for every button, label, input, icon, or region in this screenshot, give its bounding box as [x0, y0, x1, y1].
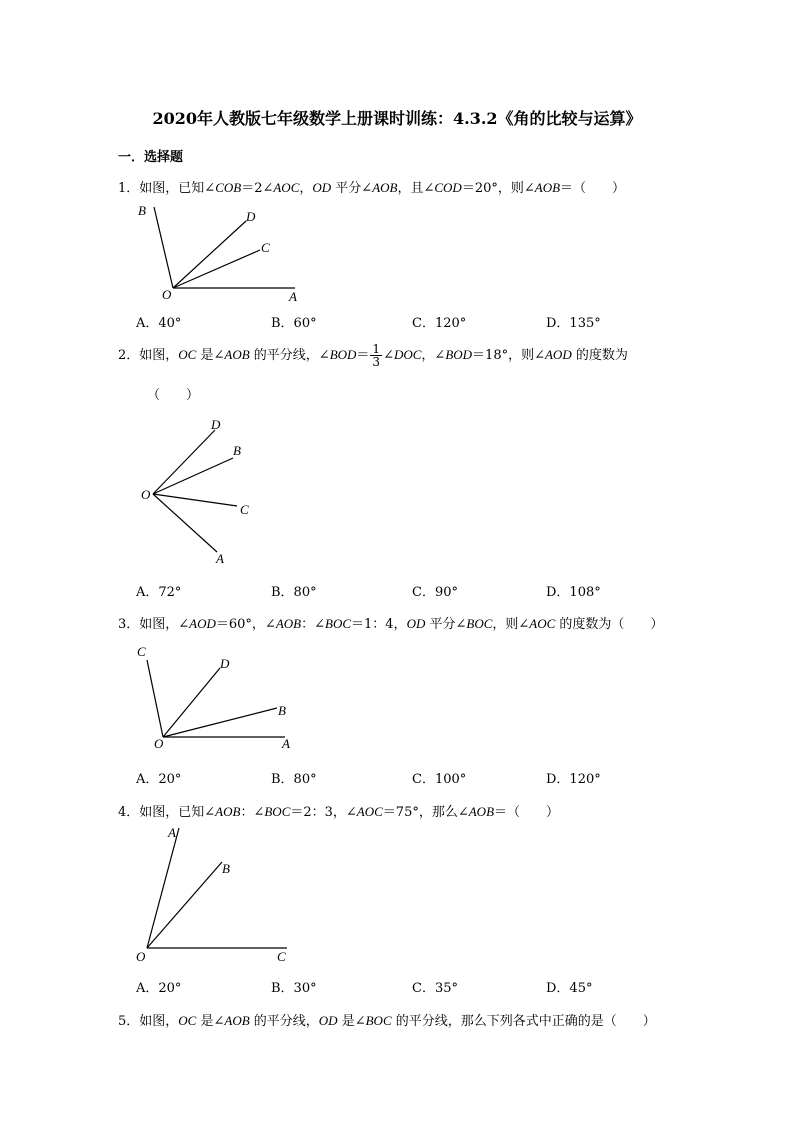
- math-symbol: AOB: [372, 180, 398, 195]
- q1-body: [204, 181, 625, 196]
- label-o: O: [154, 736, 164, 751]
- math-symbol: OD: [318, 1013, 338, 1028]
- label-d: D: [246, 209, 256, 224]
- q2-prefix: 2．如图，: [118, 348, 179, 363]
- math-symbol: AOB: [215, 804, 241, 819]
- question-3-figure: [130, 640, 300, 755]
- question-2-figure: [135, 412, 285, 572]
- question-2-options: [136, 581, 636, 601]
- text-run: ＝（ ）: [494, 805, 560, 820]
- math-symbol: AOB: [534, 180, 561, 195]
- text-run: ＝（ ）: [560, 181, 626, 196]
- option-c[interactable]: C．90°: [412, 585, 458, 600]
- text-run: ∠: [204, 181, 216, 196]
- text-run: 是∠: [196, 1014, 225, 1029]
- label-a: A: [168, 825, 176, 840]
- ray-od: [173, 221, 246, 288]
- math-symbol: OC: [178, 1013, 197, 1028]
- question-3-text: [118, 613, 663, 632]
- label-c: C: [137, 644, 146, 659]
- text-run: ＝20°，则∠: [461, 181, 535, 196]
- label-c: C: [277, 949, 286, 964]
- label-d: D: [220, 656, 230, 671]
- q3-body: [189, 617, 663, 632]
- text-run: 是∠: [196, 348, 225, 363]
- ray-oa: [153, 494, 217, 552]
- page-title: 2020年人教版七年级数学上册课时训练：4.3.2《角的比较与运算》: [152, 109, 642, 128]
- label-b: B: [138, 203, 146, 218]
- label-b: B: [222, 861, 230, 876]
- question-1-figure: [118, 195, 318, 310]
- option-c[interactable]: C．100°: [412, 772, 467, 787]
- ray-od: [163, 668, 220, 737]
- label-a: A: [289, 289, 297, 304]
- question-1-text: [118, 177, 625, 196]
- ray-oc: [173, 250, 260, 288]
- q2-body-b: [383, 348, 628, 363]
- question-4-figure: [130, 822, 300, 967]
- ray-od: [153, 430, 215, 494]
- text-run: ∠: [383, 348, 394, 363]
- math-symbol: AOB: [275, 616, 302, 631]
- option-b[interactable]: B．80°: [271, 585, 317, 600]
- math-symbol: OD: [312, 180, 332, 195]
- option-a[interactable]: A．20°: [136, 772, 182, 787]
- text-run: 平分∠: [331, 181, 373, 196]
- math-symbol: AOD: [544, 347, 572, 362]
- text-run: 的平分线，那么下列各式中正确的是（ ）: [391, 1014, 656, 1029]
- question-5-text: [118, 1010, 656, 1029]
- label-o: O: [141, 487, 151, 502]
- ray-ob: [154, 207, 173, 288]
- text-run: ，: [299, 181, 313, 196]
- question-3-options: [136, 768, 636, 788]
- option-d[interactable]: D．135°: [546, 316, 601, 331]
- label-a: A: [216, 551, 224, 566]
- math-symbol: OC: [178, 347, 197, 362]
- label-a: A: [282, 736, 290, 751]
- label-o: O: [162, 287, 172, 302]
- option-d[interactable]: D．120°: [546, 772, 601, 787]
- label-d: D: [211, 417, 221, 432]
- math-symbol: BOC: [264, 804, 291, 819]
- option-c[interactable]: C．35°: [412, 981, 458, 996]
- q2-body-a: [178, 348, 369, 363]
- text-run: ＝2：3，∠: [290, 805, 357, 820]
- q5-body: [178, 1014, 655, 1029]
- math-symbol: COB: [215, 180, 242, 195]
- label-o: O: [136, 949, 146, 964]
- question-4-options: [136, 977, 636, 997]
- text-run: ＝75°，那么∠: [382, 805, 469, 820]
- ray-oc: [153, 494, 237, 506]
- option-b[interactable]: B．80°: [271, 772, 317, 787]
- math-symbol: AOC: [273, 180, 300, 195]
- math-symbol: AOB: [468, 804, 495, 819]
- math-symbol: AOD: [189, 616, 216, 631]
- option-a[interactable]: A．40°: [136, 316, 182, 331]
- text-run: ＝18°，则∠: [472, 348, 545, 363]
- answer-paren: （ ）: [147, 388, 200, 403]
- option-a[interactable]: A．20°: [136, 981, 182, 996]
- q4-body: [215, 805, 559, 820]
- text-run: 是∠: [337, 1014, 366, 1029]
- option-c[interactable]: C．120°: [412, 316, 467, 331]
- ray-oc: [147, 660, 163, 737]
- ray-ob: [163, 708, 277, 737]
- text-run: 的平分线，∠: [249, 348, 330, 363]
- text-run: ，且∠: [397, 181, 435, 196]
- question-2-text: [118, 343, 628, 368]
- text-run: ：∠: [301, 617, 326, 632]
- math-symbol: AOB: [224, 347, 250, 362]
- math-symbol: BOD: [329, 347, 357, 362]
- question-4-text: [118, 801, 559, 820]
- text-run: ，则∠: [492, 617, 530, 632]
- q3-prefix: 3．如图，∠: [118, 617, 190, 632]
- text-run: ：∠: [240, 805, 265, 820]
- math-symbol: AOC: [529, 616, 556, 631]
- math-symbol: AOB: [224, 1013, 250, 1028]
- ray-ob: [153, 458, 233, 494]
- math-symbol: BOC: [325, 616, 352, 631]
- text-run: ＝1：4，: [351, 617, 407, 632]
- label-b: B: [233, 443, 241, 458]
- text-run: 的平分线，: [249, 1014, 319, 1029]
- option-d[interactable]: D．45°: [546, 981, 593, 996]
- text-run: 平分∠: [425, 617, 467, 632]
- math-symbol: DOC: [393, 347, 422, 362]
- option-a[interactable]: A．72°: [136, 585, 182, 600]
- option-d[interactable]: D．108°: [546, 585, 601, 600]
- option-b[interactable]: B．60°: [271, 316, 317, 331]
- fraction-denominator: 3: [372, 355, 381, 369]
- text-run: ＝2∠: [241, 181, 274, 196]
- math-symbol: BOC: [365, 1013, 392, 1028]
- text-run: 的度数为: [571, 348, 628, 363]
- text-run: 的度数为（ ）: [555, 617, 664, 632]
- section-heading: 一．选择题: [118, 150, 184, 165]
- label-b: B: [278, 703, 286, 718]
- math-symbol: AOC: [356, 804, 383, 819]
- fraction-one-third: [370, 343, 382, 368]
- text-run: ＝: [356, 348, 370, 363]
- math-symbol: COD: [434, 180, 462, 195]
- q1-prefix: 1．如图，已知: [118, 181, 205, 196]
- text-run: ＝60°，∠: [215, 617, 276, 632]
- label-c: C: [261, 240, 270, 255]
- math-symbol: OD: [406, 616, 426, 631]
- q5-prefix: 5．如图，: [118, 1014, 179, 1029]
- option-b[interactable]: B．30°: [271, 981, 317, 996]
- math-symbol: BOC: [466, 616, 493, 631]
- question-1-options: [136, 312, 636, 332]
- math-symbol: BOD: [445, 347, 473, 362]
- q4-prefix: 4．如图，已知∠: [118, 805, 216, 820]
- label-c: C: [240, 502, 249, 517]
- fraction-numerator: 1: [372, 342, 381, 356]
- text-run: ，∠: [421, 348, 446, 363]
